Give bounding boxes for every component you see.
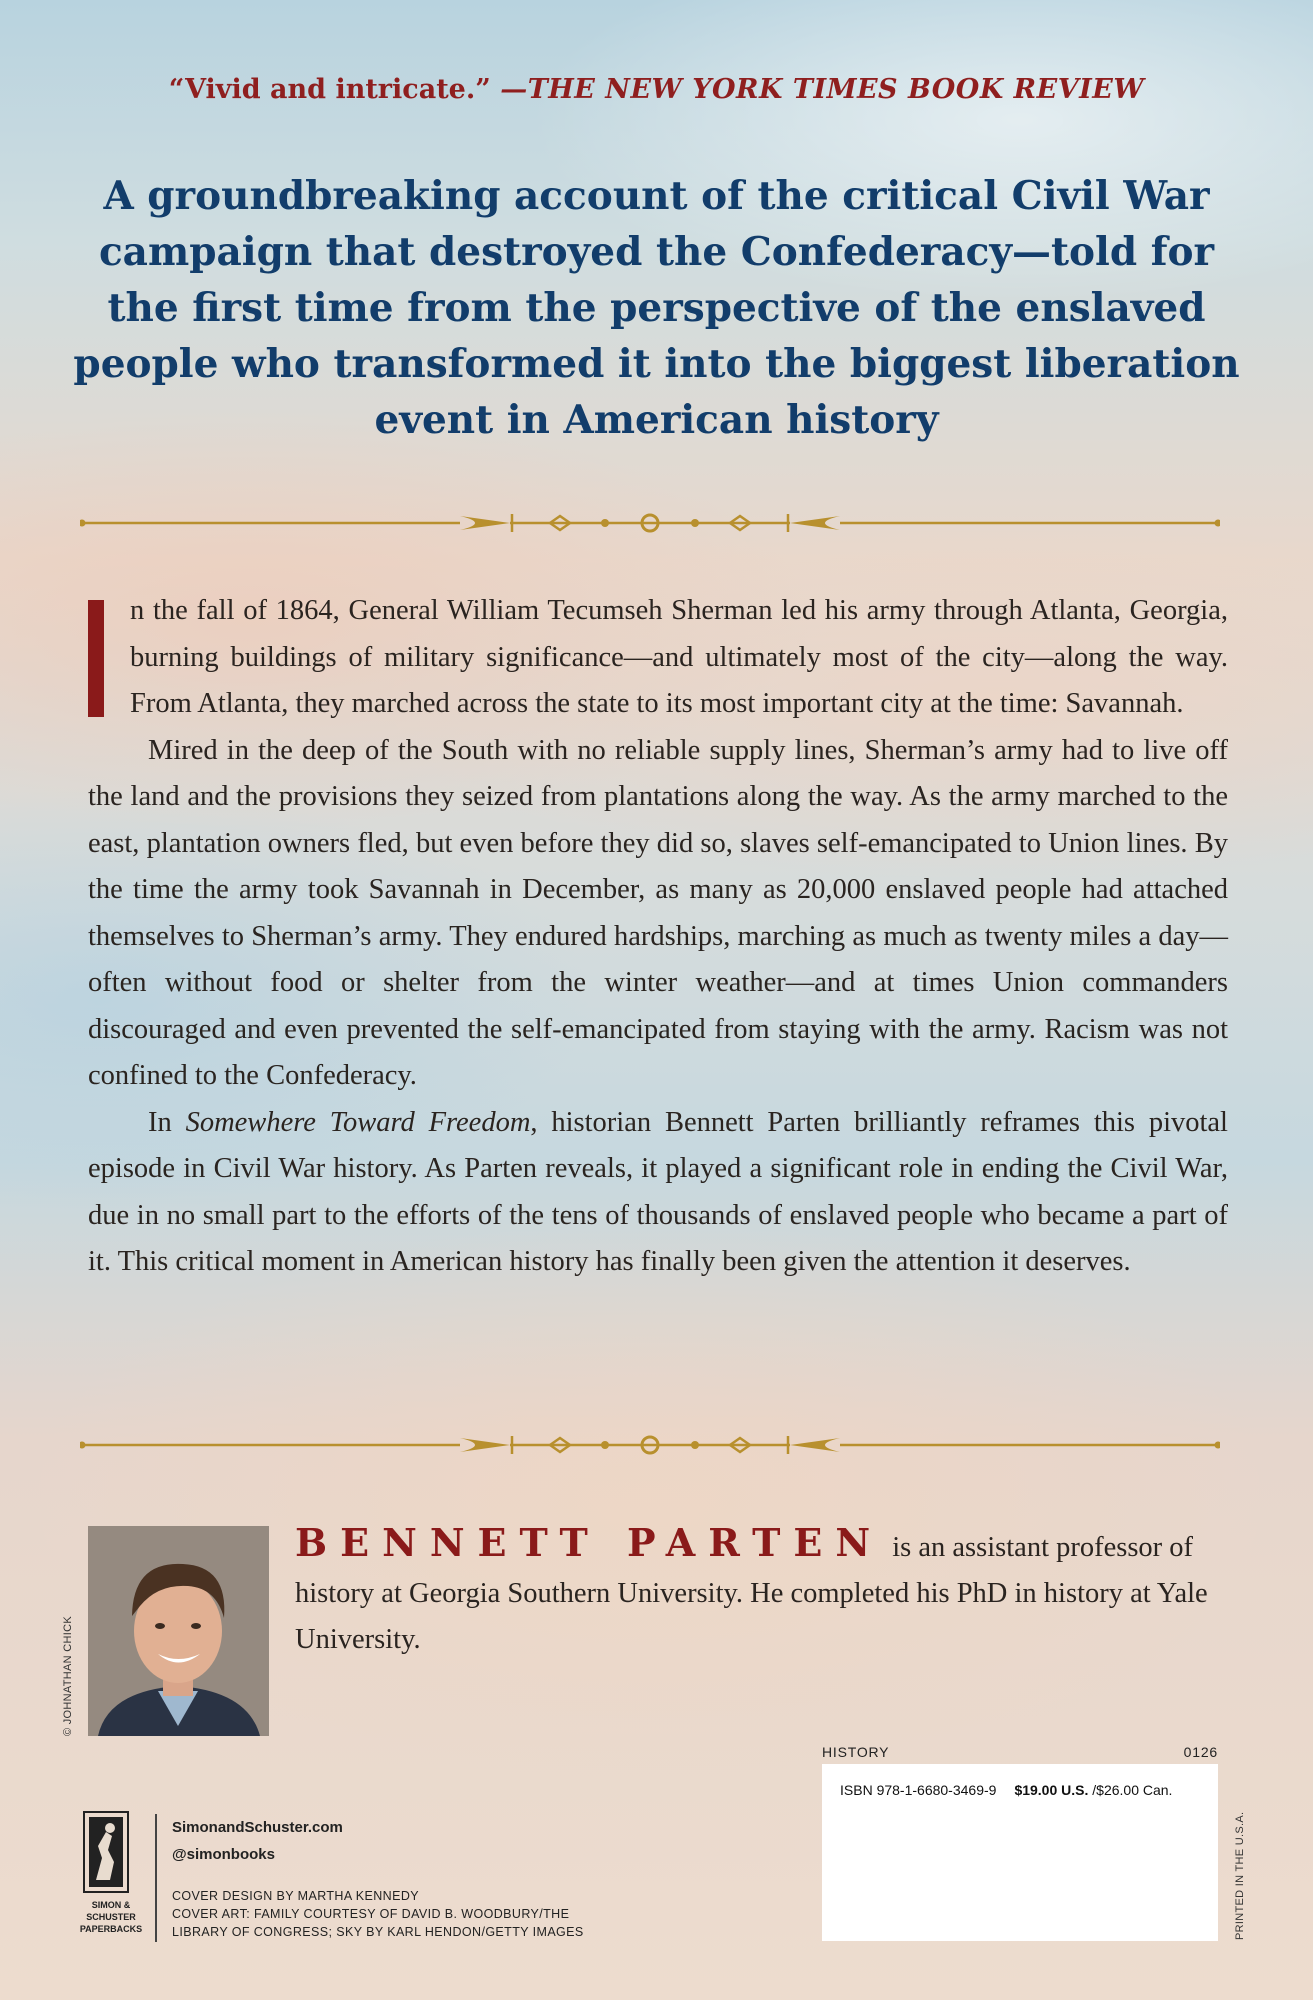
author-bio	[295, 1520, 1235, 1663]
publisher-divider	[155, 1814, 157, 1942]
publisher-handle[interactable]: @simonbooks	[172, 1846, 275, 1863]
price-us: $19.00 U.S.	[1014, 1782, 1089, 1798]
isbn-line	[840, 1782, 1172, 1798]
p3-lead: In	[148, 1106, 186, 1138]
price-can: /$26.00 Can.	[1088, 1782, 1173, 1798]
author-photo	[88, 1526, 269, 1736]
ornament-divider-top	[80, 508, 1220, 538]
author-name: BENNETT PARTEN	[295, 1520, 884, 1565]
category-code: 0126	[1183, 1744, 1218, 1760]
logo-line-2: SCHUSTER	[86, 1912, 136, 1922]
book-title: Somewhere Toward Freedom	[185, 1106, 531, 1138]
review-quote	[0, 74, 1313, 105]
cover-art-credit: COVER ART: FAMILY COURTESY OF DAVID B. WOODBURY/THE LIBRARY OF CONGRESS; SKY BY KARL HENDON/GETTY IMAGES	[172, 1907, 584, 1939]
author-bio-text: is an assistant professor of history at Georgia Southern University. He completed his PhD in history at Yale University.	[295, 1532, 1208, 1655]
cover-design-credit: COVER DESIGN BY MARTHA KENNEDY	[172, 1889, 420, 1903]
logo-line-1: SIMON &	[91, 1900, 131, 1910]
category-label: HISTORY	[822, 1744, 890, 1760]
quote-text: “Vivid and intricate.”	[168, 74, 501, 105]
photo-credit: © JOHNATHAN CHICK	[62, 1616, 74, 1736]
publisher-logo	[80, 1810, 142, 1944]
isbn: ISBN 978-1-6680-3469-9	[840, 1782, 997, 1798]
publisher-website[interactable]: SimonandSchuster.com	[172, 1819, 343, 1836]
printed-in: PRINTED IN THE U.S.A.	[1234, 1811, 1246, 1940]
barcode-labels	[822, 1744, 1218, 1760]
publisher-contact	[172, 1814, 343, 1868]
p3-rest: , historian Bennett Parten brilliantly reframes this pivotal episode in Civil War history. As Parten reveals, it played a significant role in ending the Civil War, due in no small part to the efforts of the tens of thousands of enslaved people who became a part of it. This critical moment in American history has finally been given the attention it deserves.	[88, 1106, 1228, 1277]
headline: A groundbreaking account of the critical Civil War campaign that destroyed the Confederacy—told for the first time from the perspective of the enslaved people who transformed it into the biggest liberation event in American history	[73, 173, 1240, 443]
body-paragraph-2: Mired in the deep of the South with no reliable supply lines, Sherman’s army had to live off the land and the provisions they seized from plantations along the way. As the army marched to the east, plantation owners fled, but even before they did so, slaves self-emancipated to Union lines. By the time the army took Savannah in December, as many as 20,000 enslaved people had attached themselves to Sherman’s army. They endured hardships, marching as much as twenty miles a day—often without food or shelter from the winter weather—and at times Union commanders discouraged and even prevented the self-emancipated from staying with the army. Racism was not confined to the Confederacy.	[88, 734, 1228, 1091]
cover-credits	[172, 1887, 612, 1941]
barcode-box	[822, 1764, 1218, 1941]
ornament-divider-bottom	[80, 1430, 1220, 1460]
body-paragraph-3	[88, 1100, 1228, 1286]
body-text	[88, 588, 1228, 1286]
logo-line-3: PAPERBACKS	[80, 1924, 142, 1934]
quote-source: —THE NEW YORK TIMES BOOK REVIEW	[500, 74, 1145, 105]
body-paragraph-1: n the fall of 1864, General William Tecumseh Sherman led his army through Atlanta, Georgia, burning buildings of military significance—and ultimately most of the city—along the way. From Atlanta, they marched across the state to its most important city at the time: Savannah.	[130, 595, 1228, 719]
